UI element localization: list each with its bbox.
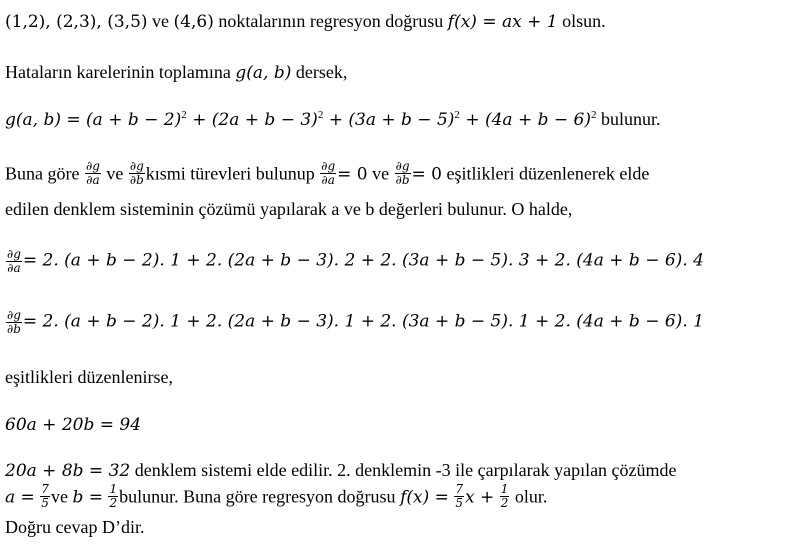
fraction-b-value: $\frac{1}{2}$ — [109, 482, 118, 510]
fraction-intercept: $\frac{1}{2}$ — [500, 482, 509, 510]
problem-statement: (1,2), (2,3), (3,5) ve (4,6) noktalarının regresyon doğrusu f(x) = ax + 1 olsun. — [5, 11, 606, 32]
fraction-dg-db: $\frac{\partial g}{\partial b}$ — [395, 159, 410, 187]
answer-line: Doğru cevap D’dir. — [5, 517, 145, 537]
regression-function: f(x) = ax + 1 — [447, 12, 558, 32]
equation-two: 20a + 8b = 32 denklem sistemi elde edilir. 2. denklemin -3 ile çarpılarak yapılan çözümde — [5, 460, 677, 481]
equation-one: 60a + 20b = 94 — [5, 415, 142, 435]
points-list: (1,2), (2,3), (3,5) — [5, 12, 148, 32]
fraction-dg-db: $\frac{\partial g}{\partial b}$ — [129, 159, 144, 187]
point-four: (4,6) — [173, 12, 214, 32]
partial-derivative-intro: Buna göre $\frac{\partial g}{\partial a}$ ve $\frac{\partial g}{\partial b}$ kısmi türevleri bulunup $\frac{\partial g}{\partial a}$ = 0 ve $\frac{\partial g}{\partial b}$ = 0 eşitlikleri düzenlenerek elde — [5, 159, 650, 187]
fraction-dg-da: $\frac{\partial g}{\partial a}$ — [321, 159, 336, 187]
simplify-text: eşitlikleri düzenlenirse, — [5, 367, 173, 387]
fraction-dg-da: $\frac{\partial g}{\partial a}$ — [85, 159, 100, 187]
partial-derivative-b: $\frac{\partial g}{\partial b}$ = 2. (a + b − 2). 1 + 2. (2a + b − 3). 1 + 2. (3a + b − 5). 1 + 2. (4a + b − 6). 1 — [7, 308, 704, 336]
error-sum-intro: Hataların karelerinin toplamına g(a, b) dersek, — [5, 62, 348, 83]
solution-line: a = $\frac{7}{5}$ ve b = $\frac{1}{2}$ bulunur. Buna göre regresyon doğrusu f(x) = $\frac{7}{5}$ x + $\frac{1}{2}$ olur. — [5, 482, 548, 510]
fraction-a-value: $\frac{7}{5}$ — [41, 482, 49, 510]
system-solution-text: edilen denklem sisteminin çözümü yapılarak a ve b değerleri bulunur. O halde, — [5, 199, 573, 219]
fraction-dg-db: $\frac{\partial g}{\partial b}$ — [7, 308, 21, 336]
error-sum-formula: g(a, $b) = (a + b - 2)^2 + (2a + b - 3)^2 + (3a + b - 5)^2 + (4a + b - 6)^2$ bulunur. — [5, 109, 661, 130]
partial-derivative-a: $\frac{\partial g}{\partial a}$ = 2. (a + b − 2). 1 + 2. (2a + b − 3). 2 + 2. (3a + b − 5). 3 + 2. (4a + b − 6). 4 — [7, 247, 704, 275]
fraction-dg-da: $\frac{\partial g}{\partial a}$ — [7, 247, 21, 275]
fraction-slope: $\frac{7}{5}$ — [455, 482, 463, 510]
